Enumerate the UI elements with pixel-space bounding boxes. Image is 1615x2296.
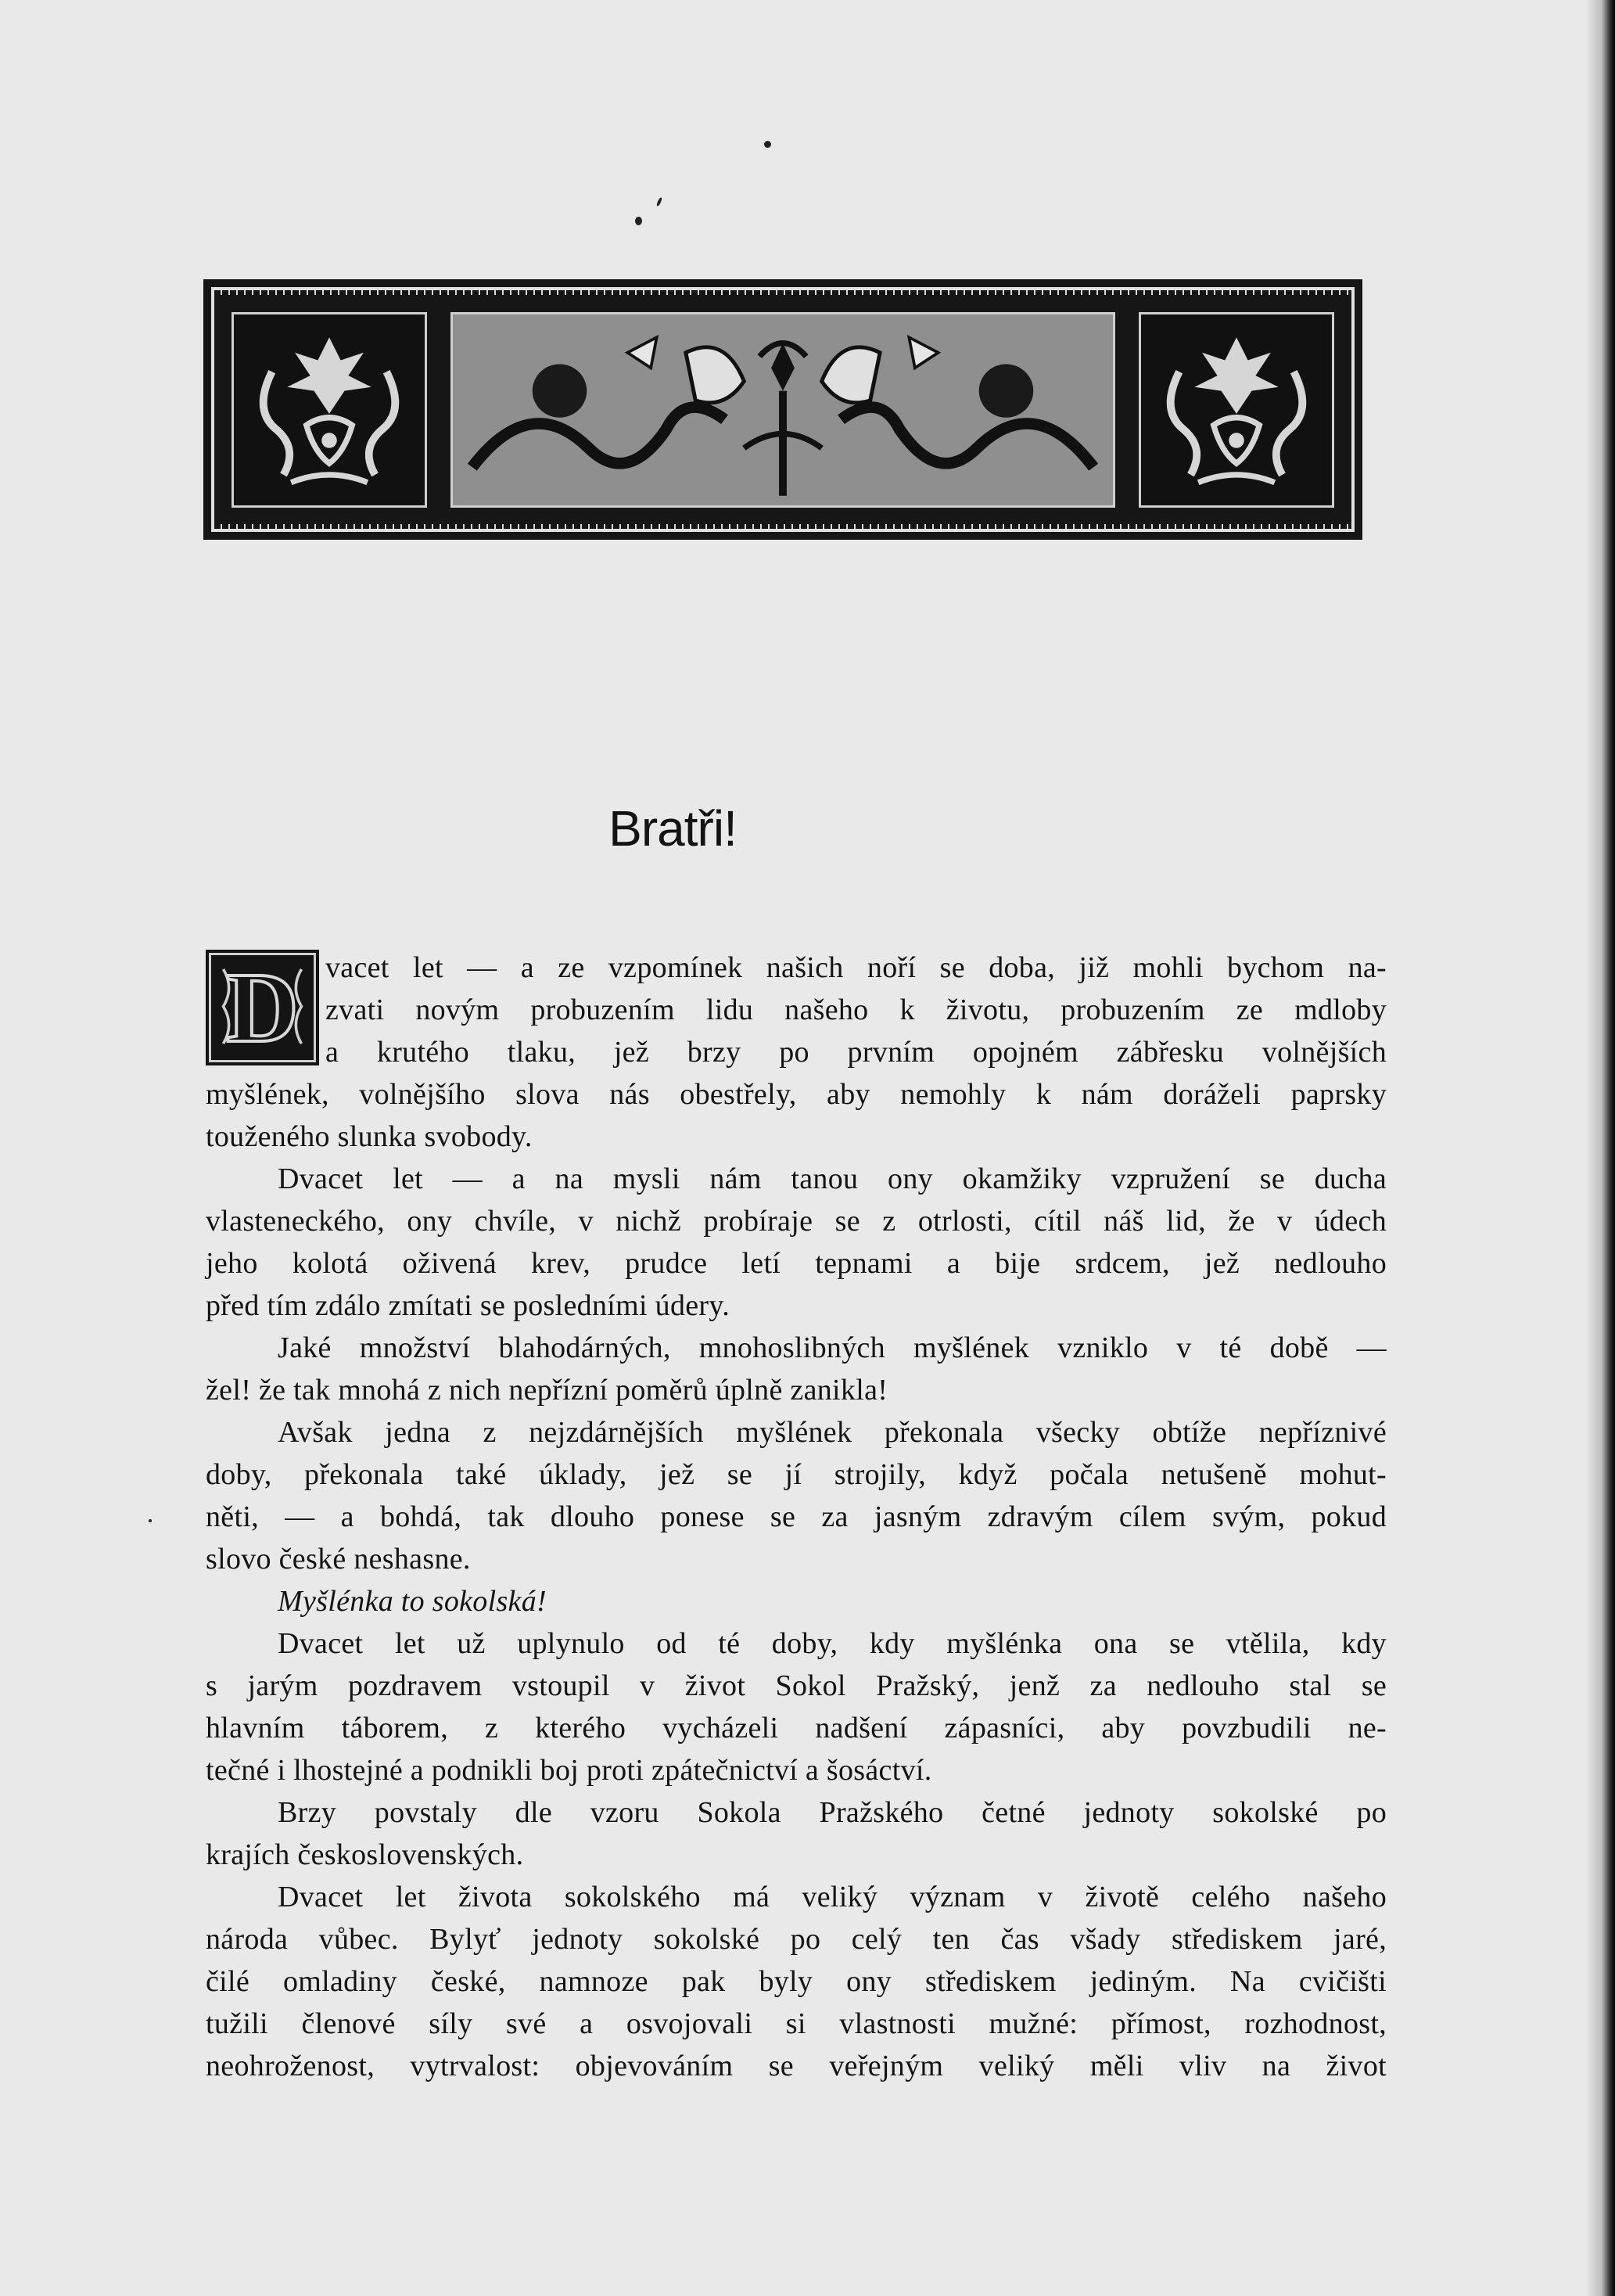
ornamental-headpiece: [203, 279, 1362, 540]
text-line: Jaké množství blahodárných, mnohoslibných myšlének vzniklo v té době —: [278, 1331, 1387, 1364]
ornament-right-panel-icon: [1139, 312, 1334, 508]
text-line: doby, překonala také úklady, jež se jí strojily, když počala netušeně mohut-: [206, 1458, 1387, 1491]
text-line: Avšak jedna z nejzdárnějších myšlének překonala všecky obtíže nepříznivé: [278, 1416, 1387, 1449]
text-line: Dvacet let života sokolského má veliký význam v životě celého našeho: [278, 1881, 1387, 1913]
text-line: vacet let — a ze vzpomínek našich noří se doba, již mohli bychom na-: [325, 951, 1387, 984]
text-line: neohroženost, vytrvalost: objevováním se veřejným veliký měli vliv na život: [206, 2050, 1387, 2082]
ink-speck: [764, 141, 771, 148]
drop-cap: [206, 950, 319, 1065]
text-line: s jarým pozdravem vstoupil v život Sokol Pražský, jenž za nedlouho stal se: [206, 1669, 1387, 1702]
text-line: a krutého tlaku, jež brzy po prvním opojném zábřesku volnějších: [325, 1036, 1387, 1069]
text-line: národa vůbec. Bylyť jednoty sokolské po celý ten čas všady střediskem jaré,: [206, 1923, 1387, 1956]
page-edge-shadow: [1585, 0, 1615, 2296]
text-line: zvati novým probuzením lidu našeho k životu, probuzením ze mdloby: [325, 993, 1387, 1026]
text-line: slovo české neshasne.: [206, 1543, 471, 1576]
text-line: tečné i lhostejné a podnikli boj proti zpátečnictví a šosáctví.: [206, 1754, 932, 1787]
ink-speck: [635, 217, 642, 225]
page-title: Bratři!: [608, 800, 737, 857]
text-line: Dvacet let — a na mysli nám tanou ony okamžiky vzpružení se ducha: [278, 1162, 1387, 1195]
ornament-center-panel-icon: [450, 312, 1115, 508]
text-line: Brzy povstaly dle vzoru Sokola Pražského četné jednoty sokolské po: [278, 1796, 1387, 1829]
text-line: čilé omladiny české, namnoze pak byly ony střediskem jediným. Na cvičišti: [206, 1965, 1387, 1998]
text-line: jeho kolotá oživená krev, prudce letí tepnami a bije srdcem, jež nedlouho: [206, 1247, 1387, 1280]
text-line: vlasteneckého, ony chvíle, v nichž probíraje se z otrlosti, cítil náš lid, že v údech: [206, 1205, 1387, 1238]
text-line: před tím zdálo zmítati se posledními údery.: [206, 1289, 730, 1322]
text-line: hlavním táborem, z kterého vycházeli nadšení zápasníci, aby povzbudili ne-: [206, 1712, 1387, 1744]
text-line: Dvacet let už uplynulo od té doby, kdy myšlénka ona se vtělila, kdy: [278, 1627, 1387, 1660]
text-line: Myšlénka to sokolská!: [278, 1585, 547, 1618]
text-line: krajích československých.: [206, 1838, 524, 1871]
text-line: myšlének, volnějšího slova nás obestřely, aby nemohly k nám doráželi paprsky: [206, 1078, 1387, 1111]
drop-cap-letter: D: [226, 952, 299, 1063]
ink-speck: [149, 1519, 152, 1522]
text-line: něti, — a bohdá, tak dlouho ponese se za jasným zdravým cílem svým, pokud: [206, 1500, 1387, 1533]
text-line: tužili členové síly své a osvojovali si vlastnosti mužné: přímost, rozhodnost,: [206, 2007, 1387, 2040]
text-line: žel! že tak mnohá z nich nepřízní poměrů úplně zanikla!: [206, 1374, 888, 1407]
ink-speck: [656, 197, 663, 207]
ornament-left-panel-icon: [231, 312, 427, 508]
body-text: [206, 947, 1387, 2087]
text-line: touženého slunka svobody.: [206, 1120, 533, 1153]
